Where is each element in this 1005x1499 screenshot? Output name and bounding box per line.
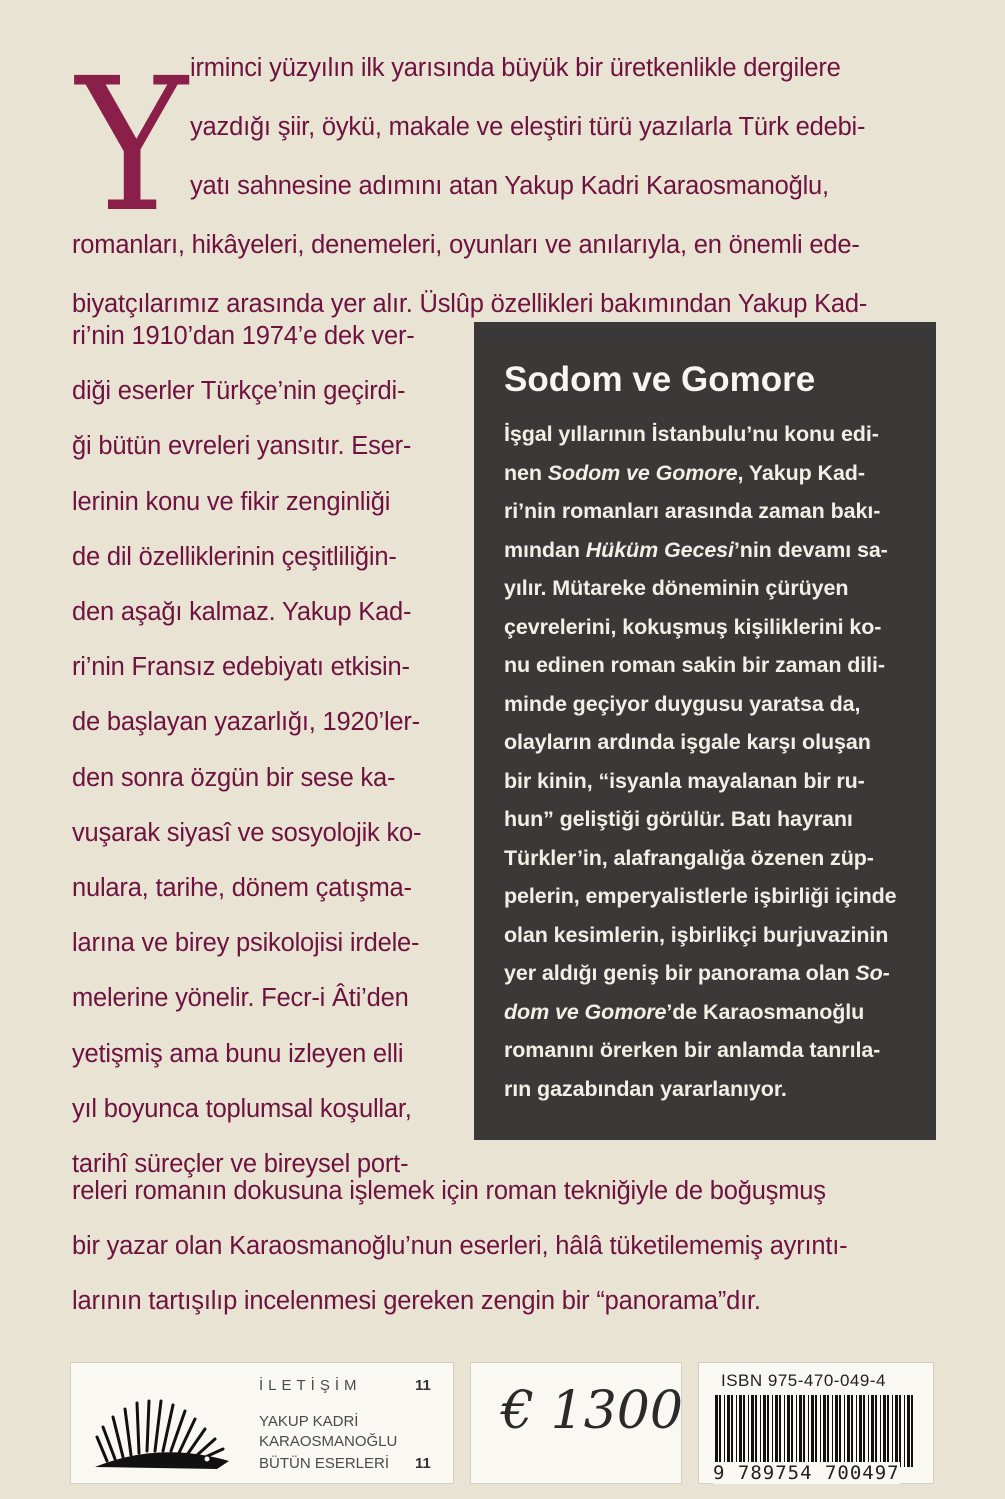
closing-line: bir yazar olan Karaosmanoğlu’nun eserleri, hâlâ tüketilememiş ayrıntı- [72,1232,848,1260]
publisher-number: 11 [415,1377,431,1394]
intro-line: irminci yüzyılın ilk yarısında büyük bir üretkenlikle dergilere [190,54,841,82]
intro-line: romanları, hikâyeleri, denemeleri, oyunları ve anılarıyla, en önemli ede- [72,231,860,259]
synopsis-line: romanını örerken bir anlamda tanrıla- [504,1038,881,1062]
isbn-label: ISBN 975-470-049-4 [721,1371,886,1390]
synopsis-line: ri’nin romanları arasında zaman bakı- [504,499,881,523]
intro-line: yatı sahnesine adımını atan Yakup Kadri Karaosmanoğlu, [190,172,829,200]
synopsis-line: bir kinin, “isyanla mayalanan bir ru- [504,768,865,793]
column-line: yıl boyunca toplumsal koşullar, [72,1094,412,1123]
column-line: diği eserler Türkçe’nin geçirdi- [72,377,406,406]
column-line: nulara, tarihe, dönem çatışma- [72,874,412,902]
publisher-box [70,1362,454,1484]
synopsis-line: yer aldığı geniş bir panorama olan So- [504,961,890,985]
synopsis-line: hun” geliştiği görülür. Batı hayranı [504,807,853,831]
dropcap-letter: Y [76,39,188,253]
column-line: de başlayan yazarlığı, 1920’ler- [72,708,420,737]
series-line-1: YAKUP KADRİ [259,1413,359,1430]
column-line: vuşarak siyasî ve sosyolojik ko- [72,818,422,847]
synopsis-line: nen Sodom ve Gomore, Yakup Kad- [504,460,865,485]
synopsis-box [474,322,936,1140]
series-line-3: BÜTÜN ESERLERİ [259,1455,390,1472]
synopsis-line: olayların ardında işgale karşı oluşan [504,730,871,754]
column-line: ri’nin 1910’dan 1974’e dek ver- [72,322,415,350]
column-line: den aşağı kalmaz. Yakup Kad- [72,598,412,626]
column-line: melerine yönelir. Fecr-i Âti’den [72,984,409,1013]
intro-line: biyatçılarımız arasında yer alır. Üslûp özellikleri bakımından Yakup Kad- [72,290,868,318]
column-line: tarihî süreçler ve bireysel port- [72,1150,409,1178]
closing-line: larının tartışılıp incelenmesi gereken zengin bir “panorama”dır. [72,1287,761,1315]
synopsis-title: Sodom ve Gomore [504,360,816,399]
column-line: ği bütün evreleri yansıtır. Eser- [72,432,412,461]
synopsis-line: nu edinen roman sakin bir zaman dili- [504,653,885,677]
synopsis-line: yılır. Mütareke döneminin çürüyen [504,576,849,600]
barcode-box [698,1362,934,1484]
column-line: lerinin konu ve fikir zenginliği [72,487,391,516]
series-line-2: KARAOSMANOĞLU [259,1433,398,1450]
publisher-name: İLETİŞİM [259,1377,362,1394]
synopsis-line: Türkler’in, alafrangalığa özenen züp- [504,845,874,870]
column-line: larına ve birey psikolojisi irdele- [72,929,420,958]
synopsis-line: minde geçiyor duygusu yaratsa da, [504,691,861,716]
series-number: 11 [415,1455,431,1472]
synopsis-line: İşgal yıllarının İstanbulu’nu konu edi- [504,422,879,446]
hedgehog-logo-icon [89,1383,239,1473]
price-sticker [470,1362,682,1484]
price-label: € 1300 [501,1381,683,1441]
synopsis-line: çevrelerini, kokuşmuş kişiliklerini ko- [504,614,882,639]
synopsis-line: olan kesimlerin, işbirlikçi burjuvazinin [504,922,889,947]
barcode-digits: 9 789754 700497 [713,1462,900,1484]
intro-line: yazdığı şiir, öykü, makale ve eleştiri türü yazılarla Türk edebi- [190,113,866,141]
closing-line: releri romanın dokusuna işlemek için roman tekniğiyle de boğuşmuş [72,1177,826,1205]
column-line: ri’nin Fransız edebiyatı etkisin- [72,653,410,682]
column-line: yetişmiş ama bunu izleyen elli [72,1039,404,1068]
synopsis-line: dom ve Gomore’de Karaosmanoğlu [504,999,865,1024]
column-line: den sonra özgün bir sese ka- [72,763,396,792]
synopsis-line: pelerin, emperyalistlerle işbirliği içinde [504,884,897,908]
synopsis-line: mından Hüküm Gecesi’nin devamı sa- [504,537,888,562]
synopsis-line: rın gazabından yararlanıyor. [504,1076,787,1101]
column-line: de dil özelliklerinin çeşitliliğin- [72,542,397,571]
